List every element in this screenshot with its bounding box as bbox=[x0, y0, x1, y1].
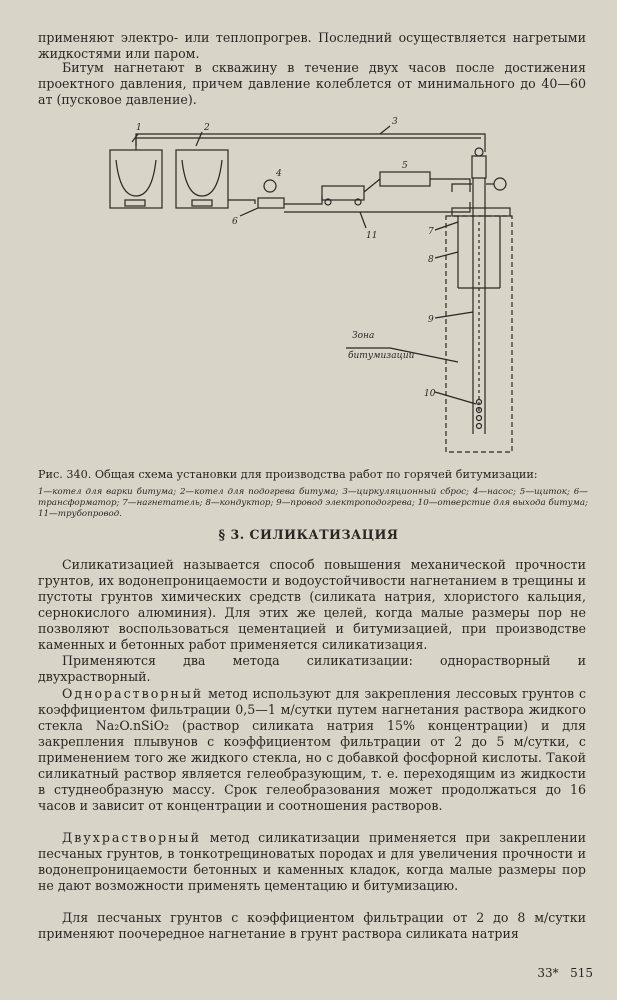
paragraph-definition: Силикатизацией называется способ повышения механической прочности грунтов, их водонепроницаемости и водоустойчивости нагнетанием в трещины и пустоты грунтов химических средств (силиката натрия, хлористого кальция, сернокислого алюминия). Для этих же целей, когда малые размеры пор не позволяют воспользоваться цементацией и битумизацией, при производстве каменных и бетонных работ применяется силикатизация. bbox=[38, 557, 586, 652]
label-7: 7 bbox=[428, 227, 434, 237]
leader-11 bbox=[360, 212, 366, 228]
boiler-2-bowl bbox=[182, 160, 222, 196]
figure-legend: 1—котел для варки битума; 2—котел для подогрева битума; 3—циркуляционный сброс; 4—насос; 5—щиток; 6—трансформатор; 7—нагнетатель; 8—кондуктор; 9—провод электроподогрева; 10—отверстие для выхода битума; 11—трубопровод. bbox=[38, 487, 588, 519]
label-4: 4 bbox=[276, 169, 282, 179]
label-6: 6 bbox=[232, 217, 238, 227]
figure-340 bbox=[90, 112, 530, 462]
figure-caption bbox=[38, 468, 588, 482]
pipe-pump-to-switchboard bbox=[284, 196, 322, 204]
wire-switchboard-to-well bbox=[430, 179, 470, 192]
page-number: 515 bbox=[570, 966, 593, 980]
injector-valve bbox=[475, 148, 483, 156]
bitumization-scheme-diagram bbox=[90, 112, 530, 462]
leader-6 bbox=[240, 208, 258, 216]
one-solution-text: метод используют для закрепления лессовых грунтов с коэффициентом фильтрации 0,5—1 м/сутки путем нагнетания раствора жидкого стекла Na₂O.nSiO₂ (раствор силиката натрия 15% концентрации) и для закрепления плывунов с коэффициентом фильтрации от 2 до 5 м/сутки, с применением того же жидкого стекла, но с добавкой фосфорной кислоты. Такой силикатный раствор является гелеобразующим, т. е. переходящим из жидкости в студнеобразную массу. Срок гелеобразования может продолжаться до 16 часов и зависит от концентрации и соотношения растворов. bbox=[38, 686, 586, 813]
term-one-solution: Однорастворный bbox=[62, 686, 204, 701]
wire-transformer-to-switchboard bbox=[364, 179, 380, 192]
pump-4 bbox=[258, 198, 284, 208]
bitumization-zone-outline bbox=[446, 216, 512, 452]
paragraph-two-solution-method bbox=[38, 830, 586, 894]
paragraph-sandy-soils: Для песчаных грунтов с коэффициентом фильтрации от 2 до 8 м/сутки применяют поочередное нагнетание в грунт раствора силиката натрия bbox=[38, 910, 586, 941]
circulation-return-inner bbox=[136, 138, 481, 146]
injector-7-head bbox=[472, 156, 486, 178]
leader-3 bbox=[380, 126, 390, 134]
label-9: 9 bbox=[428, 315, 434, 325]
page-footer bbox=[537, 966, 593, 980]
paragraph-methods: Применяются два метода силикатизации: однорастворный и двухрастворный. bbox=[38, 653, 586, 684]
pipe-boiler-to-pump bbox=[228, 200, 255, 204]
pump-gauge bbox=[264, 180, 276, 192]
switchboard-5 bbox=[380, 172, 430, 186]
label-8: 8 bbox=[428, 255, 434, 265]
label-5: 5 bbox=[402, 161, 408, 171]
term-two-solution: Двухрастворный bbox=[62, 830, 201, 845]
figure-caption-title: Рис. 340. Общая схема установки для производства работ по горячей битумизации: bbox=[38, 468, 538, 481]
paragraph-bitumen-injection: Битум нагнетают в скважину в течение двух часов после достижения проектного давления, причем давление колеблется от минимального до 40—60 ат (пусковое давление). bbox=[38, 60, 586, 107]
boiler-2-base bbox=[192, 200, 212, 206]
section-title: § 3. СИЛИКАТИЗАЦИЯ bbox=[218, 527, 399, 542]
label-1: 1 bbox=[136, 123, 142, 133]
figure-number-labels bbox=[136, 117, 436, 399]
leader-10 bbox=[435, 392, 476, 404]
injector-feed bbox=[452, 184, 472, 192]
boiler-1-base bbox=[125, 200, 145, 206]
label-11: 11 bbox=[366, 231, 378, 241]
paragraph-top: применяют электро- или теплопрогрев. Последний осуществляется нагретыми жидкостями или паром. bbox=[38, 30, 586, 61]
label-3: 3 bbox=[392, 117, 398, 127]
transformer-6 bbox=[322, 186, 364, 200]
two-solution-text: метод силикатизации применяется при закреплении песчаных грунтов, в тонкотрещиноватых породах и для увеличения прочности и водонепроницаемости бетонных и каменных кладок, когда малые размеры пор не дают возможности применять цементацию и битумизацию. bbox=[38, 830, 586, 893]
label-10: 10 bbox=[424, 389, 436, 399]
boiler-1-bowl bbox=[116, 160, 156, 196]
injector-gauge bbox=[494, 178, 506, 190]
label-zone-line1: Зона bbox=[352, 331, 375, 341]
boiler-1 bbox=[110, 150, 162, 208]
signature-mark: 33* bbox=[537, 966, 559, 980]
circulation-return-line bbox=[136, 134, 485, 152]
leader-9 bbox=[435, 312, 473, 318]
label-zone-line2: битумизации bbox=[348, 351, 415, 361]
label-2: 2 bbox=[204, 123, 210, 133]
paragraph-one-solution-method bbox=[38, 686, 586, 814]
boiler-2 bbox=[176, 150, 228, 208]
